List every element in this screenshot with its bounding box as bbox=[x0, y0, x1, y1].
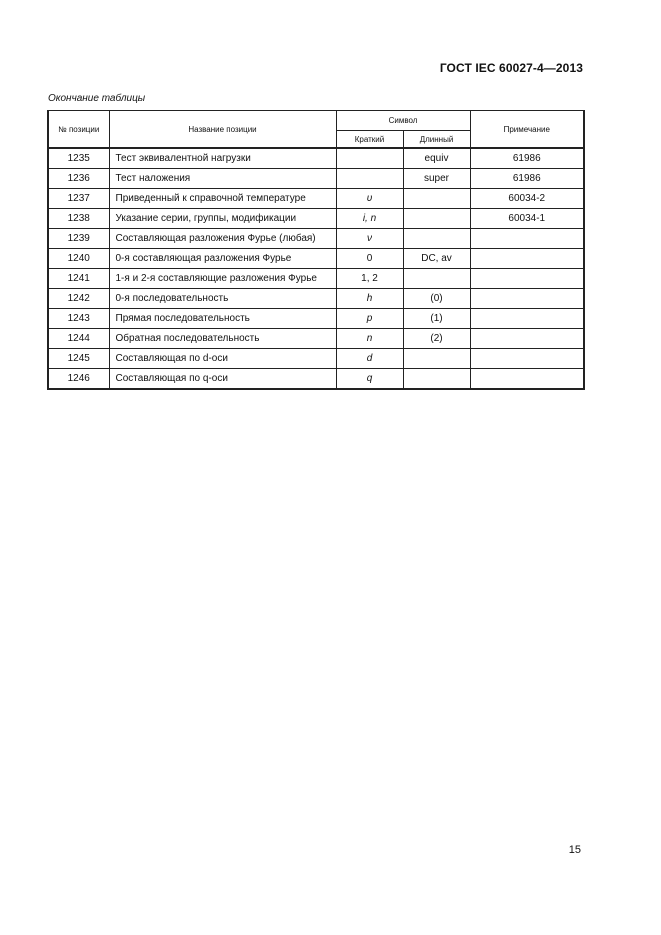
cell-symbol-short: n bbox=[336, 329, 403, 349]
cell-symbol-short: ν bbox=[336, 229, 403, 249]
cell-note bbox=[470, 349, 584, 369]
cell-symbol-long bbox=[403, 189, 470, 209]
cell-note bbox=[470, 329, 584, 349]
cell-symbol-long: (0) bbox=[403, 289, 470, 309]
cell-position-no: 1243 bbox=[48, 309, 109, 329]
table-row bbox=[48, 289, 584, 309]
cell-note: 61986 bbox=[470, 148, 584, 169]
symbols-table bbox=[47, 110, 585, 390]
table-body bbox=[48, 148, 584, 389]
cell-note bbox=[470, 229, 584, 249]
cell-position-name: Тест наложения bbox=[109, 169, 336, 189]
table-row bbox=[48, 169, 584, 189]
cell-position-name: Составляющая разложения Фурье (любая) bbox=[109, 229, 336, 249]
cell-position-no: 1246 bbox=[48, 369, 109, 390]
cell-position-name: Составляющая по q-оси bbox=[109, 369, 336, 390]
document-code: ГОСТ IEC 60027-4—2013 bbox=[439, 61, 583, 75]
cell-note bbox=[470, 249, 584, 269]
cell-symbol-short: h bbox=[336, 289, 403, 309]
header-symbol-short: Краткий bbox=[336, 131, 403, 149]
cell-position-no: 1237 bbox=[48, 189, 109, 209]
cell-note bbox=[470, 269, 584, 289]
header-position-no: № позиции bbox=[48, 111, 109, 149]
cell-position-name: 0-я составляющая разложения Фурье bbox=[109, 249, 336, 269]
cell-position-no: 1238 bbox=[48, 209, 109, 229]
table-row bbox=[48, 369, 584, 390]
cell-note bbox=[470, 289, 584, 309]
cell-position-no: 1239 bbox=[48, 229, 109, 249]
table-header bbox=[48, 111, 584, 149]
cell-symbol-long: DC, av bbox=[403, 249, 470, 269]
cell-symbol-short bbox=[336, 148, 403, 169]
cell-symbol-short: υ bbox=[336, 189, 403, 209]
cell-position-no: 1235 bbox=[48, 148, 109, 169]
cell-note: 60034-1 bbox=[470, 209, 584, 229]
header-symbol-long: Длинный bbox=[403, 131, 470, 149]
cell-note: 61986 bbox=[470, 169, 584, 189]
cell-symbol-short: 0 bbox=[336, 249, 403, 269]
cell-symbol-long bbox=[403, 269, 470, 289]
cell-position-name: Приведенный к справочной температуре bbox=[109, 189, 336, 209]
cell-symbol-long: equiv bbox=[403, 148, 470, 169]
table-row bbox=[48, 269, 584, 289]
cell-position-name: Обратная последовательность bbox=[109, 329, 336, 349]
table-row bbox=[48, 329, 584, 349]
cell-note bbox=[470, 369, 584, 390]
cell-position-no: 1241 bbox=[48, 269, 109, 289]
header-note: Примечание bbox=[470, 111, 584, 149]
cell-symbol-long bbox=[403, 209, 470, 229]
cell-symbol-short: d bbox=[336, 349, 403, 369]
table-row bbox=[48, 349, 584, 369]
cell-position-name: Составляющая по d-оси bbox=[109, 349, 336, 369]
table-caption: Окончание таблицы bbox=[48, 93, 146, 104]
cell-symbol-short: i, n bbox=[336, 209, 403, 229]
cell-symbol-long: (1) bbox=[403, 309, 470, 329]
cell-symbol-short bbox=[336, 169, 403, 189]
cell-position-no: 1240 bbox=[48, 249, 109, 269]
cell-position-name: Указание серии, группы, модификации bbox=[109, 209, 336, 229]
cell-symbol-long bbox=[403, 369, 470, 390]
header-symbol: Символ bbox=[336, 111, 470, 131]
cell-position-no: 1242 bbox=[48, 289, 109, 309]
table-row bbox=[48, 148, 584, 169]
cell-position-name: 0-я последовательность bbox=[109, 289, 336, 309]
page-number: 15 bbox=[568, 844, 581, 856]
cell-position-name: Тест эквивалентной нагрузки bbox=[109, 148, 336, 169]
cell-position-name: 1-я и 2-я составляющие разложения Фурье bbox=[109, 269, 336, 289]
cell-symbol-long: (2) bbox=[403, 329, 470, 349]
table-row bbox=[48, 309, 584, 329]
cell-symbol-short: q bbox=[336, 369, 403, 390]
cell-symbol-long: super bbox=[403, 169, 470, 189]
cell-position-no: 1245 bbox=[48, 349, 109, 369]
cell-symbol-long bbox=[403, 349, 470, 369]
cell-symbol-short: 1, 2 bbox=[336, 269, 403, 289]
cell-symbol-long bbox=[403, 229, 470, 249]
cell-symbol-short: p bbox=[336, 309, 403, 329]
table-row bbox=[48, 229, 584, 249]
table-row bbox=[48, 189, 584, 209]
table-row bbox=[48, 209, 584, 229]
header-position-name: Название позиции bbox=[109, 111, 336, 149]
cell-position-no: 1244 bbox=[48, 329, 109, 349]
cell-position-no: 1236 bbox=[48, 169, 109, 189]
table-row bbox=[48, 249, 584, 269]
cell-note bbox=[470, 309, 584, 329]
cell-note: 60034-2 bbox=[470, 189, 584, 209]
cell-position-name: Прямая последовательность bbox=[109, 309, 336, 329]
